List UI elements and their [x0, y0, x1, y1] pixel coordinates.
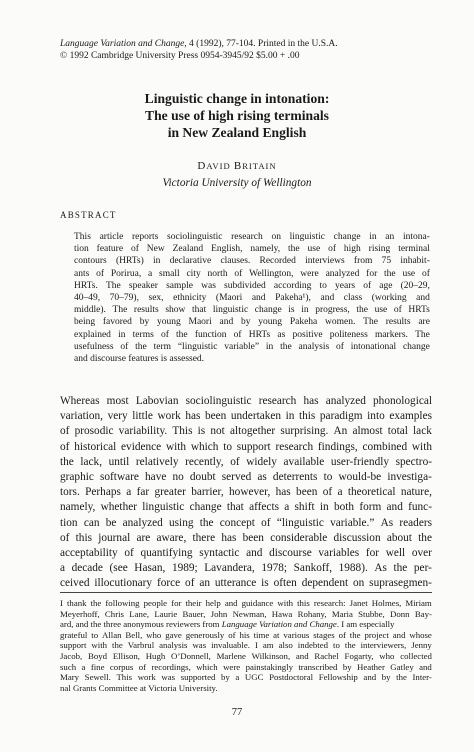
- title-line: The use of high rising terminals: [145, 108, 329, 123]
- body-line: tors. Perhaps a far greater barrier, however, has been of a theoretical nature,: [60, 486, 432, 499]
- abstract-line: explained in terms of the function of HRTs as positive politeness markers. The: [74, 329, 430, 340]
- author-smallcaps: RITAIN: [242, 161, 277, 171]
- footnote-line: I thank the following people for their help and guidance with this research: Janet Holmes, Miriam: [60, 598, 432, 608]
- footnote-line: Meyerhoff, Chris Lane, Laurie Bauer, John Newman, Hawa Rohany, Maria Stubbe, Donn Bay-: [60, 608, 432, 619]
- citation-line: [60, 38, 440, 50]
- body-line: Whereas most Labovian sociolinguistic research has analyzed phonological: [60, 395, 432, 407]
- footnote-text: . I am especially: [336, 619, 395, 630]
- abstract-line: HRTs. The speaker sample was subdivided according to years of age (20–29,: [74, 280, 430, 291]
- footnote-text: ard, and the three anonymous reviewers from: [60, 619, 222, 630]
- abstract-heading: ABSTRACT: [60, 210, 117, 220]
- author-initial: B: [233, 160, 243, 172]
- author-affiliation: Victoria University of Wellington: [162, 177, 312, 189]
- footnote-line: nal Grants Committee at Victoria University.: [60, 682, 218, 693]
- abstract-line: ants of Porirua, a small city north of Wellington, were analyzed for the use of: [74, 268, 430, 279]
- abstract-line: 40–49, 70–79), sex, ethnicity (Maori and Pakeha¹), and class (working and: [74, 293, 430, 304]
- abstract-line: This article reports sociolinguistic research on linguistic change in an intona-: [74, 232, 430, 242]
- title-line: Linguistic change in intonation:: [144, 91, 330, 106]
- abstract-text: [74, 231, 430, 365]
- footnote-line: such a fine corpus of recordings, which were painstakingly transcribed by Heather Gatley and: [60, 661, 432, 672]
- footnote-line: Jacob, Boyd Ellison, Hugh O’Donnell, Marlene Wilkinson, and Rachel Fogarty, who collected: [60, 650, 432, 661]
- body-line: a decade (see Hasan, 1989; Lavandera, 1978; Sankoff, 1988). As the per-: [60, 562, 432, 575]
- footnote-line: [60, 619, 432, 630]
- abstract-line: contours (HRTs) in declarative clauses. Recorded interviews from 75 inhabit-: [74, 256, 430, 267]
- abstract-line: being favored by young Maori and by young Pakeha women. The results are: [74, 317, 430, 328]
- acknowledgements-footnote: [60, 598, 432, 693]
- journal-name-italic: Language Variation and Change: [221, 619, 337, 630]
- journal-name: Language Variation and Change,: [60, 39, 187, 49]
- body-line: of this journal are aware, there has been considerable discussion about the: [60, 531, 432, 544]
- abstract-line: and discourse features is assessed.: [74, 354, 205, 365]
- footnote-line: grateful to Allan Bell, who gave generously of his time at various stages of the project and whose: [60, 629, 432, 640]
- body-line: of historical evidence with which to support research findings, combined with: [60, 440, 432, 453]
- author-initial: D: [197, 160, 207, 172]
- body-line: graphic software have no doubt served as deterrents to would-be investiga-: [60, 471, 432, 484]
- abstract-line: tion feature of New Zealand English, namely, the use of high rising terminal: [74, 244, 430, 255]
- author-name: [40, 160, 434, 172]
- article-title: [40, 90, 434, 141]
- body-text: [60, 394, 432, 592]
- author-smallcaps: AVID: [206, 161, 234, 171]
- copyright-line: © 1992 Cambridge University Press 0954-3945/92 $5.00 + .00: [60, 51, 300, 61]
- body-line: acceptability of quantifying syntactic and discourse variables for well over: [60, 547, 432, 560]
- journal-header: [60, 38, 440, 62]
- body-line: ceived illocutionary force of an utterance is often dependent on suprasegmen-: [60, 577, 432, 590]
- body-line: of prosodic variability. This is not altogether surprising. An almost total lack: [60, 425, 432, 438]
- footnote-divider: [60, 592, 432, 593]
- citation-details: 4 (1992), 77-104. Printed in the U.S.A.: [186, 39, 338, 49]
- body-line: tion can be analyzed using the concept of “linguistic variable.” As readers: [60, 516, 432, 529]
- body-line: variation, very little work has been undertaken in this paradigm into examples: [60, 410, 432, 423]
- abstract-line: middle). The results show that linguistic change is in progress, the use of HRTs: [74, 305, 430, 316]
- title-line: in New Zealand English: [167, 125, 307, 140]
- page-number: 77: [231, 707, 243, 718]
- body-line: namely, whether linguistic change that affects a shift in both form and func-: [60, 501, 432, 514]
- body-line: the lack, until relatively recently, of widely available user-friendly spectro-: [60, 455, 432, 468]
- footnote-line: support with the Varbrul analysis was invaluable. I am also indebted to the interviewers, Jenny: [60, 640, 432, 651]
- abstract-line: usefulness of the term “linguistic variable” in the analysis of intonational change: [74, 341, 430, 352]
- footnote-line: Mary Sewell. This work was supported by a UGC Postdoctoral Fellowship and by the Inter-: [60, 672, 432, 683]
